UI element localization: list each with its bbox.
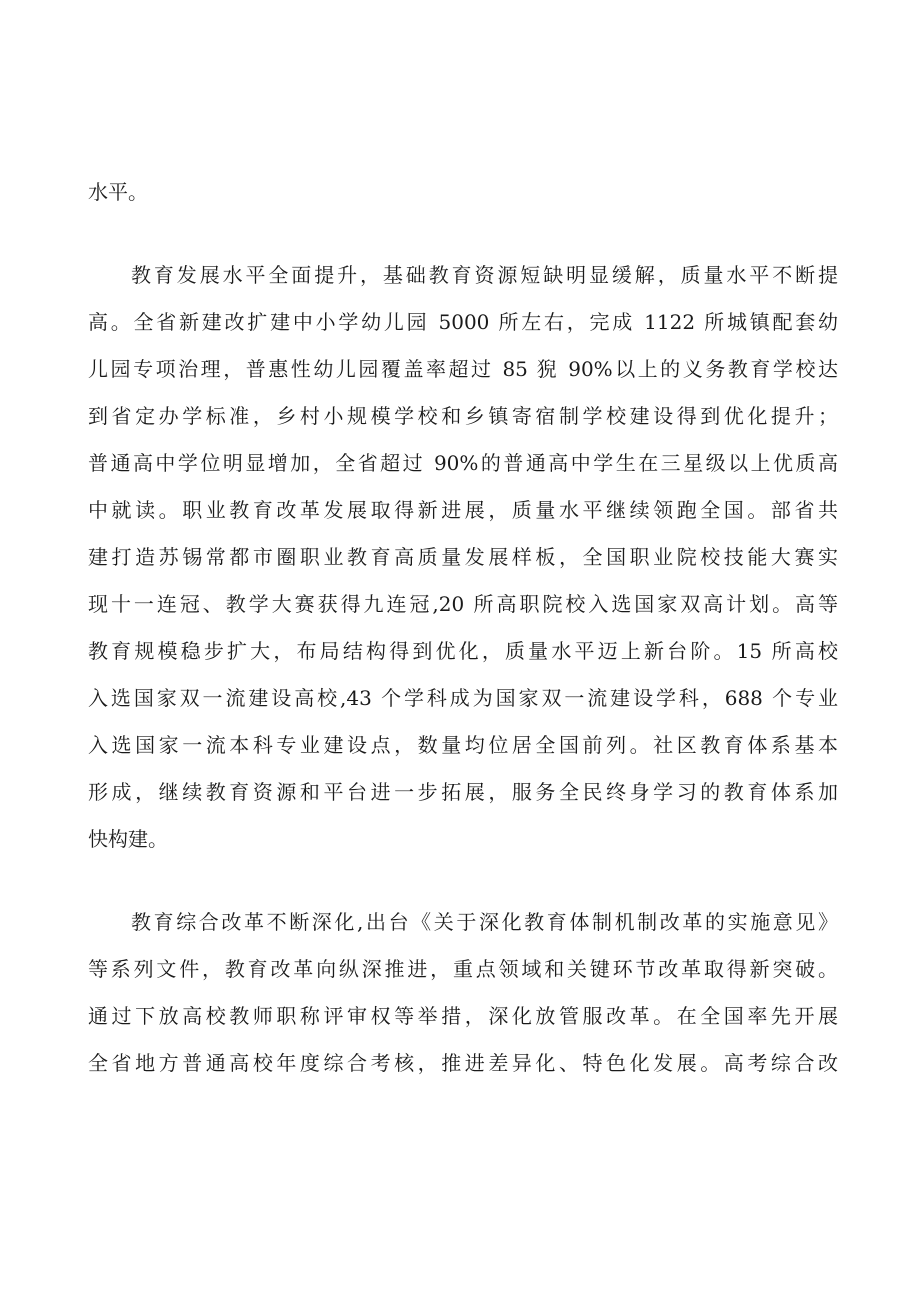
text-line: 快构建。 [88, 827, 168, 851]
text-line: 入选国家一流本科专业建设点，数量均位居全国前列。社区教育体系基本 [88, 733, 838, 757]
text-line: 建打造苏锡常都市圈职业教育高质量发展样板，全国职业院校技能大赛实 [88, 545, 838, 569]
text-line: 现十一连冠、教学大赛获得九连冠,20 所高职院校入选国家双高计划。高等 [88, 592, 838, 616]
paragraph-first-line: 教育发展水平全面提升，基础教育资源短缺明显缓解，质量水平不断提 [131, 263, 838, 287]
paragraph-first-line: 教育综合改革不断深化,出台《关于深化教育体制机制改革的实施意见》 [131, 910, 838, 934]
text-line: 形成，继续教育资源和平台进一步拓展，服务全民终身学习的教育体系加 [88, 780, 838, 804]
text-line: 儿园专项治理，普惠性幼儿园覆盖率超过 85 猊 90%以上的义务教育学校达 [88, 357, 838, 381]
text-line: 入选国家双一流建设高校,43 个学科成为国家双一流建设学科，688 个专业 [88, 686, 838, 710]
text-line: 高。全省新建改扩建中小学幼儿园 5000 所左右，完成 1122 所城镇配套幼 [88, 310, 838, 334]
text-line: 水平。 [88, 180, 148, 204]
text-line: 普通高中学位明显增加，全省超过 90%的普通高中学生在三星级以上优质高 [88, 451, 838, 475]
text-line: 中就读。职业教育改革发展取得新进展，质量水平继续领跑全国。部省共 [88, 498, 838, 522]
text-line: 全省地方普通高校年度综合考核，推进差异化、特色化发展。高考综合改 [88, 1051, 838, 1075]
text-line: 到省定办学标准，乡村小规模学校和乡镇寄宿制学校建设得到优化提升； [88, 404, 838, 428]
text-line: 教育规模稳步扩大，布局结构得到优化，质量水平迈上新台阶。15 所高校 [88, 639, 838, 663]
text-line: 通过下放高校教师职称评审权等举措，深化放管服改革。在全国率先开展 [88, 1004, 838, 1028]
text-line: 等系列文件，教育改革向纵深推进，重点领域和关键环节改革取得新突破。 [88, 957, 838, 981]
